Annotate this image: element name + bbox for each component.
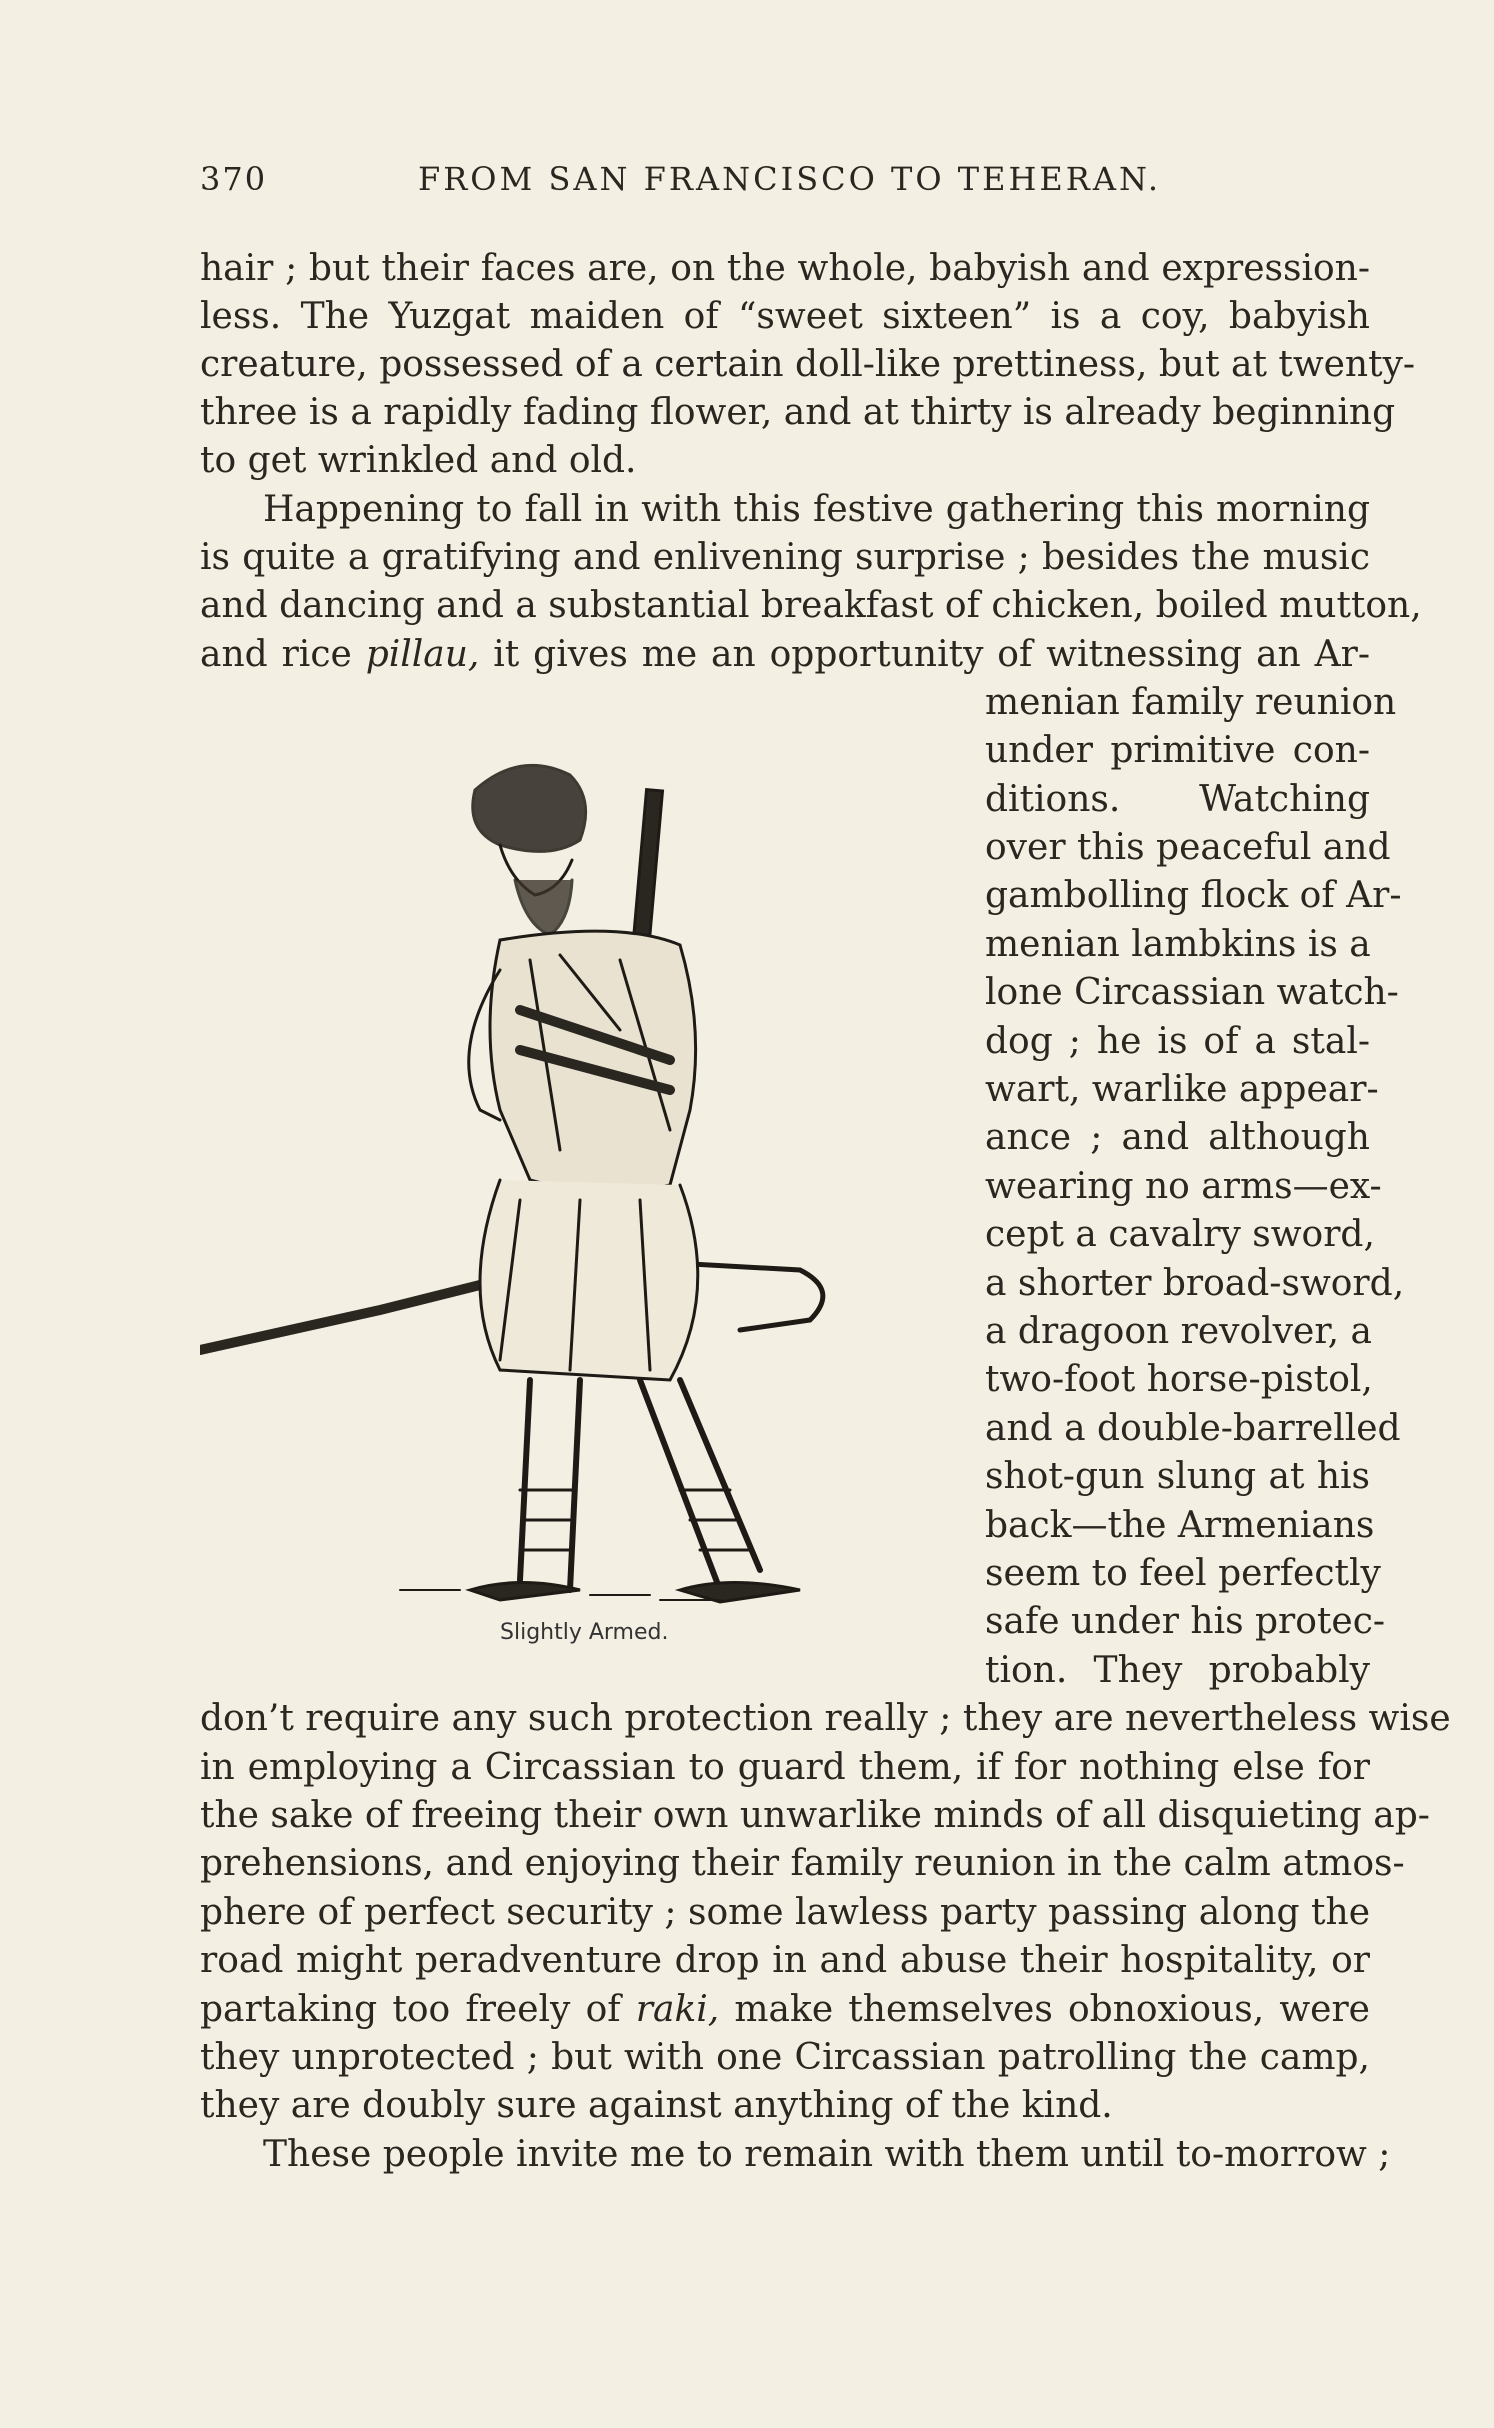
text-line: the sake of freeing their own unwarlike minds of all disquieting ap- (200, 1795, 1430, 1836)
text-line: menian lambkins is a (985, 924, 1371, 965)
text-line: a dragoon revolver, a (985, 1311, 1372, 1352)
rifle-barrel-shape (633, 790, 662, 941)
text-line: dog ; he is of a stal- (985, 1021, 1370, 1062)
text-line: shot-gun slung at his (985, 1456, 1370, 1497)
text-line: cept a cavalry sword, (985, 1214, 1375, 1255)
figure-caption: Slightly Armed. (500, 1620, 669, 1645)
text-line: Happening to fall in with this festive gathering this morning (263, 489, 1370, 530)
text-line: and a double-barrelled (985, 1408, 1401, 1449)
text-line: hair ; but their faces are, on the whole, babyish and expression- (200, 248, 1370, 289)
running-title: FROM SAN FRANCISCO TO TEHERAN. (418, 160, 1162, 198)
text-line: is quite a gratifying and enlivening surprise ; besides the music (200, 537, 1370, 578)
text-line: ance ; and although (985, 1117, 1370, 1158)
text-line: back—the Armenians (985, 1505, 1375, 1546)
text-line-pillau: and rice pillau, it gives me an opportunity of witnessing an Ar- (200, 634, 1370, 675)
text-line: two-foot horse-pistol, (985, 1359, 1373, 1400)
text-line: creature, possessed of a certain doll-like prettiness, but at twenty- (200, 344, 1416, 385)
text-line: a shorter broad-sword, (985, 1263, 1405, 1304)
text-line: wart, warlike appear- (985, 1069, 1379, 1110)
text-line: phere of perfect security ; some lawless party passing along the (200, 1892, 1370, 1933)
text-line: gambolling flock of Ar- (985, 875, 1402, 916)
text-line: don’t require any such protection really ; they are nevertheless wise (200, 1698, 1451, 1739)
text-line: menian family reunion (985, 682, 1397, 723)
text-line: prehensions, and enjoying their family reunion in the calm atmos- (200, 1843, 1405, 1884)
text-line: they are doubly sure against anything of the kind. (200, 2085, 1113, 2126)
text-line: less. The Yuzgat maiden of “sweet sixteen” is a coy, babyish (200, 296, 1370, 337)
text-line: ditions. Watching (985, 779, 1370, 820)
text-line: road might peradventure drop in and abuse their hospitality, or (200, 1940, 1370, 1981)
circassian-illustration (200, 730, 970, 1650)
text-line: tion. They probably (985, 1650, 1370, 1691)
text-line-raki: partaking too freely of raki, make themselves obnoxious, were (200, 1989, 1370, 2030)
turban-shape (473, 765, 586, 851)
text-line: These people invite me to remain with them until to-morrow ; (263, 2134, 1391, 2175)
text-line: they unprotected ; but with one Circassian patrolling the camp, (200, 2037, 1370, 2078)
text-line: safe under his protec- (985, 1601, 1386, 1642)
text-line: wearing no arms—ex- (985, 1166, 1382, 1207)
text-line: over this peaceful and (985, 827, 1391, 868)
text-line: lone Circassian watch- (985, 972, 1399, 1013)
page-header (200, 160, 1370, 210)
text-line: in employing a Circassian to guard them, if for nothing else for (200, 1747, 1370, 1788)
text-line: and dancing and a substantial breakfast of chicken, boiled mutton, (200, 585, 1422, 626)
text-line: under primitive con- (985, 730, 1370, 771)
text-line: three is a rapidly fading flower, and at thirty is already beginning (200, 392, 1396, 433)
page-number: 370 (200, 160, 268, 198)
text-line: seem to feel perfectly (985, 1553, 1381, 1594)
text-line: to get wrinkled and old. (200, 440, 637, 481)
